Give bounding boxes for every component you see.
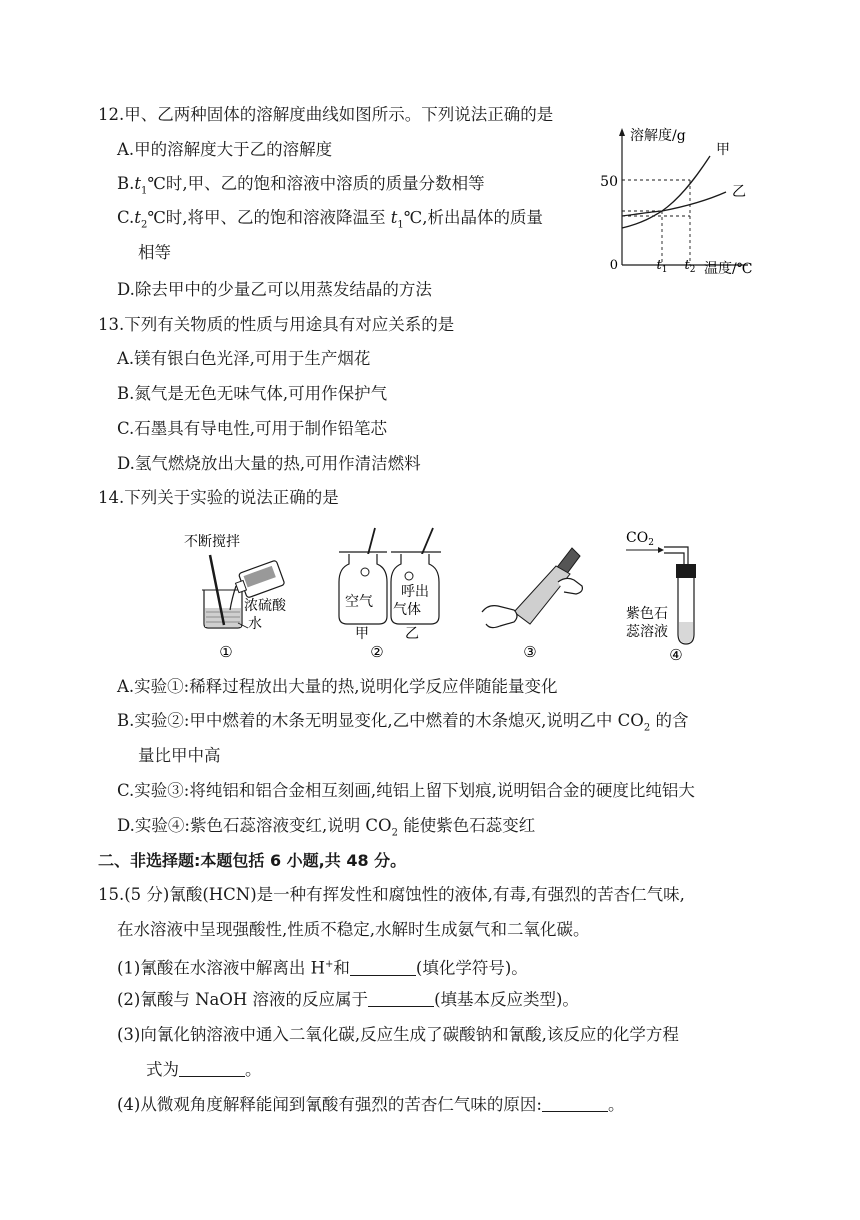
x-tick-t1: $t_1$: [656, 258, 668, 275]
q14-option-b: B.实验②:甲中燃着的木条无明显变化,乙中燃着的木条熄灭,说明乙中 $CO_2$ 的含: [117, 711, 689, 734]
litmus-solution: [679, 622, 693, 643]
pure-aluminum-plate-icon: [514, 566, 570, 624]
experiment-1-figure: [180, 528, 310, 663]
series-yi-label: 乙: [732, 184, 746, 200]
hand-right-icon: [558, 578, 582, 594]
stopper-icon: [676, 564, 696, 578]
figure-number-1: ①: [219, 643, 233, 661]
x-axis-label: 温度/℃: [704, 261, 753, 277]
q13-option-d: D.氢气燃烧放出大量的热,可用作清洁燃料: [117, 454, 421, 473]
q14-option-d: D.实验④:紫色石蕊溶液变红,说明 $CO_2$ 能使紫色石蕊变红: [117, 816, 536, 839]
answer-blank-2[interactable]: [368, 990, 434, 1007]
answer-blank-4[interactable]: [542, 1095, 608, 1112]
q12-stem: 12.甲、乙两种固体的溶解度曲线如图所示。下列说法正确的是: [98, 105, 554, 124]
q13-option-c: C.石墨具有导电性,可用于制作铅笔芯: [117, 419, 388, 438]
solubility-chart: [598, 120, 768, 282]
q12-option-a: A.甲的溶解度大于乙的溶解度: [117, 140, 333, 159]
q15-part-3: (3)向氰化钠溶液中通入二氧化碳,反应生成了碳酸钠和氰酸,该反应的化学方程: [117, 1025, 679, 1044]
y-axis-label: 溶解度/g: [630, 128, 686, 144]
co2-label: $CO_2$: [626, 530, 654, 548]
y-axis-arrow: [619, 128, 625, 136]
q13-option-b: B.氮气是无色无味气体,可用作保护气: [117, 384, 388, 403]
q14-option-a: A.实验①:稀释过程放出大量的热,说明化学反应伴随能量变化: [117, 677, 558, 696]
acid-label: 浓硫酸: [244, 598, 286, 614]
figure-number-2: ②: [370, 643, 384, 661]
q12-option-b: $B.t_1℃$时,甲、乙的饱和溶液中溶质的质量分数相等: [117, 174, 485, 197]
acid-bottle-icon: [233, 560, 285, 600]
q14-option-b-cont: 量比甲中高: [138, 746, 221, 765]
gas-bottle-air-icon: [339, 554, 387, 624]
experiment-4-figure: [620, 526, 730, 664]
bottle-yi-label: 乙: [405, 626, 419, 642]
bottle-jia-label: 甲: [355, 626, 369, 642]
x-tick-t2: $t_2$: [684, 258, 696, 275]
series-yi-curve: [622, 192, 726, 216]
air-label: 空气: [345, 594, 373, 610]
series-jia-curve: [622, 156, 710, 228]
series-jia-label: 甲: [716, 142, 730, 158]
origin-label: 0: [609, 258, 618, 273]
stir-label: 不断搅拌: [184, 534, 240, 550]
water-label: 水: [248, 616, 262, 632]
y-tick-50: 50: [600, 174, 618, 190]
answer-blank-3[interactable]: [179, 1060, 245, 1077]
q15-part-1: (1)氰酸在水溶液中解离出 H+和 (填化学符号)。: [117, 958, 528, 978]
litmus-label-2: 蕊溶液: [626, 624, 668, 640]
q15-stem-2: 在水溶液中呈现强酸性,性质不稳定,水解时生成氨气和二氧化碳。: [117, 920, 590, 939]
q12-option-c: $C.t_2℃$时,将甲、乙的饱和溶液降温至 $t_1℃$,析出晶体的质量: [117, 208, 543, 231]
q13-stem: 13.下列有关物质的性质与用途具有对应关系的是: [98, 315, 455, 334]
q15-stem-1: 15.(5 分)氰酸(HCN)是一种有挥发性和腐蚀性的液体,有毒,有强烈的苦杏仁气味,: [98, 885, 685, 904]
answer-blank-1[interactable]: [350, 959, 416, 976]
q14-stem: 14.下列关于实验的说法正确的是: [98, 488, 339, 507]
q15-part-2: (2)氰酸与 NaOH 溶液的反应属于 (填基本反应类型)。: [117, 990, 579, 1009]
q15-part-3-cont: 式为 。: [146, 1060, 262, 1079]
experiment-3-figure: [474, 530, 594, 665]
figure-number-4: ④: [669, 646, 683, 664]
q12-option-d: D.除去甲中的少量乙可以用蒸发结晶的方法: [117, 280, 432, 299]
hand-left-icon: [482, 606, 517, 628]
experiment-2-figure: [335, 520, 445, 665]
breath-label-1: 呼出: [401, 584, 429, 600]
section-2-heading: 二、非选择题:本题包括 6 小题,共 48 分。: [98, 851, 407, 870]
q12-option-c-cont: 相等: [138, 243, 171, 262]
breath-label-2: 气体: [393, 602, 421, 618]
q15-part-4: (4)从微观角度解释能闻到氰酸有强烈的苦杏仁气味的原因: 。: [117, 1095, 625, 1114]
q13-option-a: A.镁有银白色光泽,可用于生产烟花: [117, 349, 371, 368]
litmus-label-1: 紫色石: [626, 606, 668, 622]
figure-number-3: ③: [523, 643, 537, 661]
q14-option-c: C.实验③:将纯铝和铝合金相互刻画,纯铝上留下划痕,说明铝合金的硬度比纯铝大: [117, 781, 695, 800]
